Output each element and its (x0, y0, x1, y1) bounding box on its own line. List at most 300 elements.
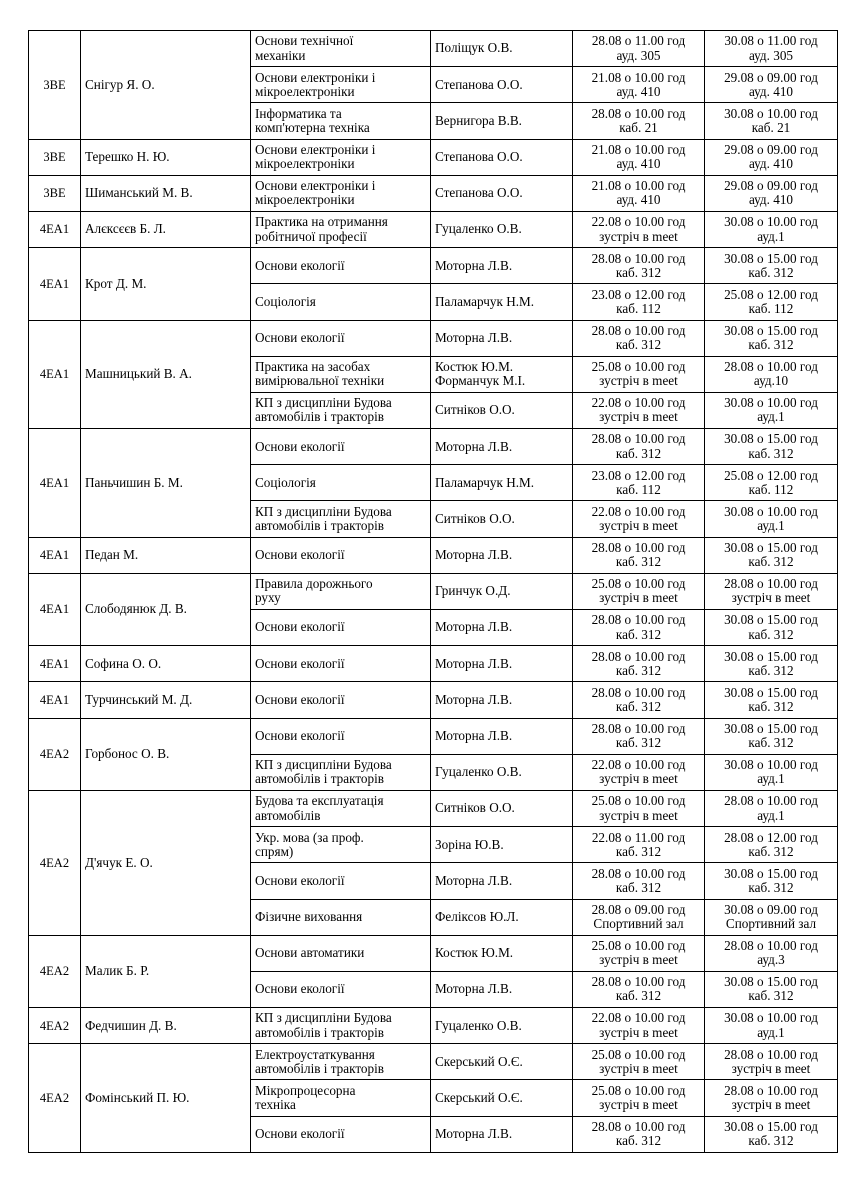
second-attempt-line: 30.08 о 15.00 год (724, 648, 818, 664)
subject-line: Основи екології (255, 655, 345, 671)
group-cell (29, 718, 81, 790)
second-attempt-cell (705, 1008, 838, 1044)
second-attempt-line: 30.08 о 10.00 год (724, 503, 818, 519)
second-attempt-line: 29.08 о 09.00 год (724, 178, 818, 194)
teacher-cell (431, 175, 573, 211)
second-attempt-cell (705, 320, 838, 356)
table-row (29, 31, 838, 67)
student-name: Малик Б. Р. (85, 963, 150, 979)
first-attempt-line: 23.08 о 12.00 год (591, 286, 686, 302)
subject-line: Основи електроніки і (255, 178, 376, 194)
group-cell (29, 682, 81, 718)
table-row (29, 1008, 838, 1044)
second-attempt-cell (705, 175, 838, 211)
subject-line: автомобілів і тракторів (255, 771, 384, 787)
teacher-line: Феліксов Ю.Л. (435, 908, 519, 924)
group-code: 4ЕА2 (39, 747, 70, 762)
subject-line: Практика на отримання (255, 214, 388, 230)
first-attempt-line: 23.08 о 12.00 год (591, 467, 686, 483)
teacher-cell (431, 392, 573, 428)
table-row (29, 211, 838, 247)
table-row (29, 573, 838, 609)
second-attempt-cell (705, 501, 838, 537)
table-row (29, 790, 838, 826)
first-attempt-line: 28.08 о 10.00 год (591, 648, 686, 664)
subject-cell (251, 754, 431, 790)
subject-line: Соціологія (255, 474, 316, 490)
second-attempt-line: ауд.1 (757, 518, 785, 534)
teacher-cell (431, 320, 573, 356)
second-attempt-line: 28.08 о 10.00 год (724, 359, 818, 375)
teacher-cell (431, 754, 573, 790)
first-attempt-line: зустріч в meet (599, 518, 678, 534)
second-attempt-line: зустріч в meet (731, 1060, 811, 1076)
teacher-line: Моторна Л.В. (435, 547, 513, 563)
subject-line: Інформатика та (255, 105, 342, 121)
first-attempt-cell (573, 971, 705, 1007)
subject-cell (251, 1008, 431, 1044)
first-attempt-line: каб. 312 (615, 698, 662, 714)
second-attempt-cell (705, 971, 838, 1007)
subject-cell (251, 682, 431, 718)
subject-cell (251, 899, 431, 935)
group-code: 4ЕА2 (39, 1018, 70, 1033)
first-attempt-line: 22.08 о 10.00 год (591, 214, 686, 230)
group-code: 4ЕА2 (39, 964, 70, 979)
first-attempt-cell (573, 718, 705, 754)
first-attempt-line: зустріч в meet (599, 228, 678, 244)
first-attempt-cell (573, 790, 705, 826)
second-attempt-cell (705, 1080, 838, 1116)
first-attempt-line: 28.08 о 09.00 год (591, 901, 686, 917)
first-attempt-line: 28.08 о 10.00 год (591, 431, 686, 447)
first-attempt-cell (573, 646, 705, 682)
first-attempt-cell (573, 175, 705, 211)
teacher-line: Моторна Л.В. (435, 438, 513, 454)
subject-cell (251, 429, 431, 465)
table-row (29, 718, 838, 754)
subject-cell (251, 465, 431, 501)
student-name-cell (81, 1044, 251, 1153)
subject-cell (251, 573, 431, 609)
subject-line: Основи екології (255, 329, 345, 345)
subject-line: автомобілів (255, 807, 321, 823)
table-row (29, 537, 838, 573)
subject-cell (251, 103, 431, 139)
second-attempt-line: 30.08 о 10.00 год (724, 214, 818, 230)
second-attempt-cell (705, 67, 838, 103)
first-attempt-line: каб. 312 (615, 988, 662, 1004)
teacher-line: Скерський О.Є. (435, 1089, 523, 1105)
student-name: Софина О. О. (85, 655, 162, 671)
group-code: 3ВЕ (43, 186, 66, 201)
table-row (29, 175, 838, 211)
second-attempt-line: каб. 312 (748, 1133, 794, 1149)
subject-line: Укр. мова (за проф. (255, 829, 364, 845)
first-attempt-cell (573, 899, 705, 935)
subject-line: Основи екології (255, 728, 345, 744)
second-attempt-line: каб. 112 (748, 481, 794, 497)
first-attempt-line: каб. 21 (619, 119, 658, 135)
student-name-cell (81, 573, 251, 645)
subject-line: Практика на засобах (255, 359, 371, 375)
subject-line: вимірювальної техніки (255, 373, 385, 389)
teacher-line: Степанова О.О. (435, 185, 523, 201)
first-attempt-line: каб. 312 (615, 445, 662, 461)
first-attempt-line: 25.08 о 10.00 год (591, 793, 686, 809)
first-attempt-line: 28.08 о 10.00 год (591, 1119, 686, 1135)
second-attempt-line: 28.08 о 10.00 год (724, 793, 818, 809)
teacher-cell (431, 718, 573, 754)
table-row (29, 1044, 838, 1080)
student-name-cell (81, 211, 251, 247)
teacher-line: Моторна Л.В. (435, 728, 513, 744)
first-attempt-line: 28.08 о 10.00 год (591, 865, 686, 881)
group-code: 4ЕА1 (39, 602, 70, 617)
subject-line: техніка (255, 1097, 296, 1113)
subject-cell (251, 646, 431, 682)
subject-cell (251, 935, 431, 971)
first-attempt-line: 22.08 о 11.00 год (591, 829, 686, 845)
subject-cell (251, 971, 431, 1007)
first-attempt-line: 25.08 о 10.00 год (591, 938, 686, 954)
subject-cell (251, 718, 431, 754)
first-attempt-line: ауд. 410 (616, 156, 661, 172)
subject-line: Фізичне виховання (255, 908, 363, 924)
second-attempt-cell (705, 827, 838, 863)
second-attempt-line: 30.08 о 15.00 год (724, 865, 818, 881)
teacher-line: Моторна Л.В. (435, 1126, 513, 1142)
first-attempt-line: 25.08 о 10.00 год (591, 359, 686, 375)
group-code: 3ВЕ (43, 150, 66, 165)
group-cell (29, 646, 81, 682)
table-row (29, 646, 838, 682)
first-attempt-cell (573, 320, 705, 356)
student-name-cell (81, 1008, 251, 1044)
student-name: Педан М. (85, 547, 139, 563)
first-attempt-cell (573, 1080, 705, 1116)
group-cell (29, 429, 81, 538)
first-attempt-line: зустріч в meet (599, 590, 678, 606)
first-attempt-line: каб. 312 (615, 264, 662, 280)
teacher-line: Форманчук М.І. (435, 373, 526, 389)
second-attempt-line: ауд. 410 (748, 192, 794, 208)
first-attempt-cell (573, 211, 705, 247)
second-attempt-line: зустріч в meet (731, 1097, 811, 1113)
subject-line: руху (255, 590, 281, 606)
second-attempt-line: 30.08 о 15.00 год (724, 720, 818, 736)
second-attempt-line: 28.08 о 10.00 год (724, 1046, 818, 1062)
student-name: Паньчишин Б. М. (85, 474, 183, 490)
teacher-line: Гуцаленко О.В. (435, 1017, 522, 1033)
second-attempt-cell (705, 31, 838, 67)
subject-line: Основи екології (255, 691, 345, 707)
second-attempt-line: ауд. 410 (748, 156, 794, 172)
second-attempt-line: ауд. 305 (748, 47, 794, 63)
teacher-cell (431, 1080, 573, 1116)
first-attempt-line: 28.08 о 10.00 год (591, 250, 686, 266)
subject-line: комп'ютерна техніка (255, 119, 370, 135)
first-attempt-cell (573, 610, 705, 646)
first-attempt-line: каб. 312 (615, 554, 662, 570)
student-name: Федчишин Д. В. (85, 1017, 177, 1033)
subject-cell (251, 827, 431, 863)
first-attempt-cell (573, 501, 705, 537)
group-code: 4ЕА1 (39, 656, 70, 671)
table-row (29, 320, 838, 356)
subject-line: Правила дорожнього (255, 576, 373, 592)
second-attempt-line: 30.08 о 15.00 год (724, 322, 818, 338)
subject-line: Основи автоматики (255, 945, 365, 961)
subject-line: Основи екології (255, 257, 345, 273)
first-attempt-line: каб. 312 (615, 843, 662, 859)
first-attempt-line: 22.08 о 10.00 год (591, 1010, 686, 1026)
first-attempt-cell (573, 827, 705, 863)
group-cell (29, 935, 81, 1007)
second-attempt-line: ауд.10 (753, 373, 789, 389)
second-attempt-line: ауд. 410 (748, 83, 794, 99)
second-attempt-cell (705, 1044, 838, 1080)
subject-line: автомобілів і тракторів (255, 409, 384, 425)
teacher-cell (431, 248, 573, 284)
second-attempt-line: ауд.1 (757, 228, 785, 244)
student-name-cell (81, 682, 251, 718)
subject-line: КП з дисципліни Будова (255, 395, 392, 411)
first-attempt-cell (573, 863, 705, 899)
group-cell (29, 320, 81, 429)
student-name-cell (81, 718, 251, 790)
group-code: 4ЕА1 (39, 692, 70, 707)
subject-line: Основи технічної (255, 33, 354, 49)
subject-cell (251, 1044, 431, 1080)
student-name: Турчинський М. Д. (85, 691, 193, 707)
second-attempt-line: каб. 312 (748, 843, 794, 859)
student-name-cell (81, 429, 251, 538)
group-cell (29, 139, 81, 175)
second-attempt-cell (705, 935, 838, 971)
subject-line: Електроустаткування (255, 1046, 375, 1062)
group-cell (29, 211, 81, 247)
teacher-cell (431, 537, 573, 573)
first-attempt-line: каб. 312 (615, 626, 662, 642)
second-attempt-cell (705, 718, 838, 754)
second-attempt-cell (705, 284, 838, 320)
subject-line: мікроелектроніки (255, 83, 355, 99)
group-cell (29, 175, 81, 211)
second-attempt-cell (705, 610, 838, 646)
table-row (29, 248, 838, 284)
second-attempt-line: 25.08 о 12.00 год (724, 286, 818, 302)
teacher-line: Моторна Л.В. (435, 619, 513, 635)
second-attempt-line: 29.08 о 09.00 год (724, 69, 818, 85)
first-attempt-cell (573, 67, 705, 103)
first-attempt-cell (573, 392, 705, 428)
second-attempt-line: 30.08 о 15.00 год (724, 250, 818, 266)
teacher-line: Ситніков О.О. (435, 402, 515, 418)
group-cell (29, 1008, 81, 1044)
teacher-cell (431, 103, 573, 139)
subject-line: робітничої професії (255, 228, 367, 244)
teacher-cell (431, 790, 573, 826)
teacher-line: Костюк Ю.М. (435, 945, 514, 961)
teacher-cell (431, 356, 573, 392)
first-attempt-cell (573, 1008, 705, 1044)
subject-cell (251, 320, 431, 356)
teacher-cell (431, 67, 573, 103)
subject-cell (251, 356, 431, 392)
first-attempt-cell (573, 754, 705, 790)
second-attempt-line: Спортивний зал (725, 916, 817, 932)
first-attempt-line: зустріч в meet (599, 1097, 678, 1113)
second-attempt-line: 28.08 о 12.00 год (724, 829, 818, 845)
teacher-line: Костюк Ю.М. (435, 359, 514, 375)
second-attempt-line: 30.08 о 10.00 год (724, 757, 818, 773)
first-attempt-line: каб. 112 (616, 481, 661, 497)
second-attempt-cell (705, 356, 838, 392)
second-attempt-line: зустріч в meet (731, 590, 811, 606)
second-attempt-cell (705, 537, 838, 573)
first-attempt-cell (573, 1116, 705, 1152)
first-attempt-line: 25.08 о 10.00 год (591, 1046, 686, 1062)
teacher-cell (431, 899, 573, 935)
second-attempt-cell (705, 646, 838, 682)
second-attempt-cell (705, 1116, 838, 1152)
subject-line: Основи екології (255, 547, 345, 563)
teacher-cell (431, 827, 573, 863)
second-attempt-line: каб. 21 (751, 119, 791, 135)
second-attempt-cell (705, 790, 838, 826)
subject-line: КП з дисципліни Будова (255, 503, 392, 519)
subject-cell (251, 537, 431, 573)
first-attempt-cell (573, 103, 705, 139)
group-cell (29, 537, 81, 573)
subject-line: мікроелектроніки (255, 156, 355, 172)
subject-cell (251, 1116, 431, 1152)
subject-line: КП з дисципліни Будова (255, 1010, 392, 1026)
teacher-line: Ситніков О.О. (435, 800, 515, 816)
student-name-cell (81, 537, 251, 573)
student-name-cell (81, 139, 251, 175)
subject-line: Основи екології (255, 1126, 345, 1142)
second-attempt-line: 30.08 о 09.00 год (724, 901, 818, 917)
student-name: Шиманський М. В. (85, 185, 193, 201)
group-cell (29, 1044, 81, 1153)
second-attempt-line: 30.08 о 15.00 год (724, 612, 818, 628)
subject-cell (251, 211, 431, 247)
teacher-cell (431, 573, 573, 609)
second-attempt-cell (705, 682, 838, 718)
subject-cell (251, 863, 431, 899)
second-attempt-line: каб. 312 (748, 735, 794, 751)
second-attempt-cell (705, 211, 838, 247)
first-attempt-line: ауд. 410 (616, 192, 661, 208)
first-attempt-cell (573, 139, 705, 175)
subject-cell (251, 790, 431, 826)
table-row (29, 429, 838, 465)
second-attempt-line: 30.08 о 11.00 год (724, 33, 818, 49)
subject-line: Основи екології (255, 438, 345, 454)
table-row (29, 139, 838, 175)
group-code: 4ЕА1 (39, 222, 70, 237)
subject-line: механіки (255, 47, 306, 63)
teacher-line: Гуцаленко О.В. (435, 221, 522, 237)
subject-line: Основи електроніки і (255, 69, 376, 85)
teacher-cell (431, 1044, 573, 1080)
teacher-line: Гуцаленко О.В. (435, 764, 522, 780)
second-attempt-line: 30.08 о 15.00 год (724, 684, 818, 700)
first-attempt-line: зустріч в meet (599, 771, 678, 787)
student-name: Машницький В. А. (85, 366, 192, 382)
student-name-cell (81, 790, 251, 935)
student-name-cell (81, 935, 251, 1007)
first-attempt-line: зустріч в meet (599, 1024, 678, 1040)
second-attempt-line: 28.08 о 10.00 год (724, 576, 818, 592)
teacher-line: Зоріна Ю.В. (435, 836, 504, 852)
second-attempt-line: каб. 312 (748, 264, 794, 280)
second-attempt-line: ауд.3 (757, 952, 785, 968)
first-attempt-line: каб. 312 (615, 879, 662, 895)
subject-line: автомобілів і тракторів (255, 1060, 384, 1076)
group-cell (29, 790, 81, 935)
first-attempt-line: каб. 112 (616, 300, 661, 316)
subject-line: Основи екології (255, 872, 345, 888)
teacher-line: Степанова О.О. (435, 149, 523, 165)
first-attempt-line: 22.08 о 10.00 год (591, 395, 686, 411)
first-attempt-line: ауд. 410 (616, 83, 661, 99)
teacher-line: Поліщук О.В. (435, 40, 513, 56)
second-attempt-line: каб. 312 (748, 554, 794, 570)
first-attempt-line: 21.08 о 10.00 год (591, 141, 686, 157)
first-attempt-cell (573, 537, 705, 573)
group-cell (29, 248, 81, 320)
teacher-cell (431, 501, 573, 537)
second-attempt-line: каб. 312 (748, 445, 794, 461)
second-attempt-line: каб. 312 (748, 337, 794, 353)
subject-cell (251, 175, 431, 211)
second-attempt-line: каб. 312 (748, 626, 794, 642)
first-attempt-cell (573, 356, 705, 392)
teacher-line: Вернигора В.В. (435, 112, 522, 128)
second-attempt-line: ауд.1 (757, 771, 785, 787)
subject-line: автомобілів і тракторів (255, 1024, 384, 1040)
group-cell (29, 31, 81, 140)
teacher-line: Степанова О.О. (435, 76, 523, 92)
group-code: 4ЕА1 (39, 548, 70, 563)
first-attempt-line: зустріч в meet (599, 807, 678, 823)
first-attempt-cell (573, 429, 705, 465)
first-attempt-line: каб. 312 (615, 735, 662, 751)
second-attempt-cell (705, 139, 838, 175)
teacher-cell (431, 1008, 573, 1044)
group-code: 4ЕА2 (39, 855, 70, 870)
first-attempt-line: 22.08 о 10.00 год (591, 503, 686, 519)
teacher-line: Паламарчук Н.М. (435, 293, 535, 309)
second-attempt-cell (705, 248, 838, 284)
second-attempt-line: 30.08 о 10.00 год (724, 395, 818, 411)
second-attempt-line: 28.08 о 10.00 год (724, 938, 818, 954)
student-name-cell (81, 646, 251, 682)
first-attempt-line: 25.08 о 10.00 год (591, 576, 686, 592)
group-code: 4ЕА2 (39, 1090, 70, 1105)
subject-line: Основи екології (255, 619, 345, 635)
table-row (29, 682, 838, 718)
retake-schedule-table (28, 30, 838, 1153)
first-attempt-cell (573, 248, 705, 284)
student-name: Терешко Н. Ю. (85, 149, 170, 165)
student-name: Алєксєєв Б. Л. (85, 221, 166, 237)
first-attempt-line: 28.08 о 10.00 год (591, 322, 686, 338)
teacher-cell (431, 646, 573, 682)
